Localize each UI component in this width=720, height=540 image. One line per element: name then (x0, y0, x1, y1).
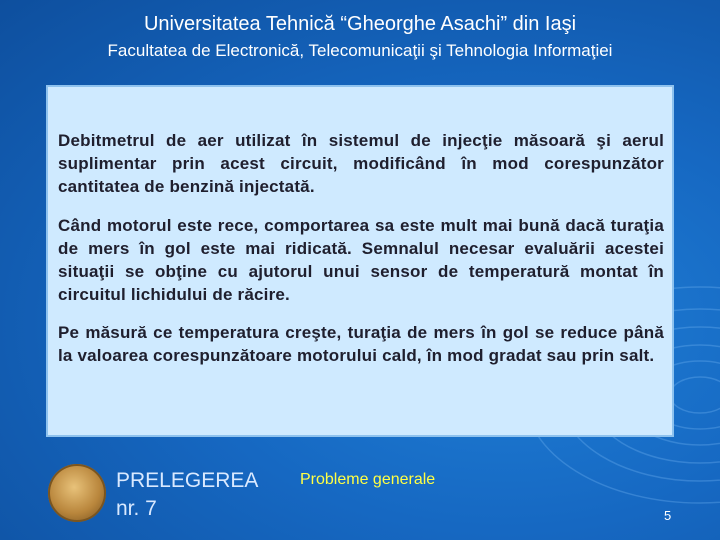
paragraph-2: Când motorul este rece, comportarea sa este mult mai bună dacă turaţia de mers în gol este mai ridicată. Semnalul necesar evaluării acestei situaţii se obţine cu ajutorul unui sensor de temperatură montat în circuitul lichidului de răcire. (58, 216, 664, 304)
university-medal-logo (48, 464, 106, 522)
paragraph-3: Pe măsură ce temperatura creşte, turaţia de mers în gol se reduce până la valoarea corespunzătoare motorului cald, în mod gradat sau prin salt. (58, 323, 664, 365)
paragraph-1: Debitmetrul de aer utilizat în sistemul de injecţie măsoară şi aerul suplimentar prin acest circuit, modificând în mod corespunzător cantitatea de benzină injectată. (58, 131, 664, 196)
lecture-title: PRELEGEREA (116, 469, 259, 492)
faculty-subtitle: Facultatea de Electronică, Telecomunicaţii şi Tehnologia Informaţiei (107, 41, 613, 60)
lecture-number: nr. 7 (116, 497, 157, 520)
university-title: Universitatea Tehnică “Gheorghe Asachi” din Iaşi (143, 13, 577, 35)
lecture-topic: Probleme generale (300, 471, 436, 488)
slide-number: 5 (664, 508, 672, 523)
content-box (46, 85, 674, 437)
